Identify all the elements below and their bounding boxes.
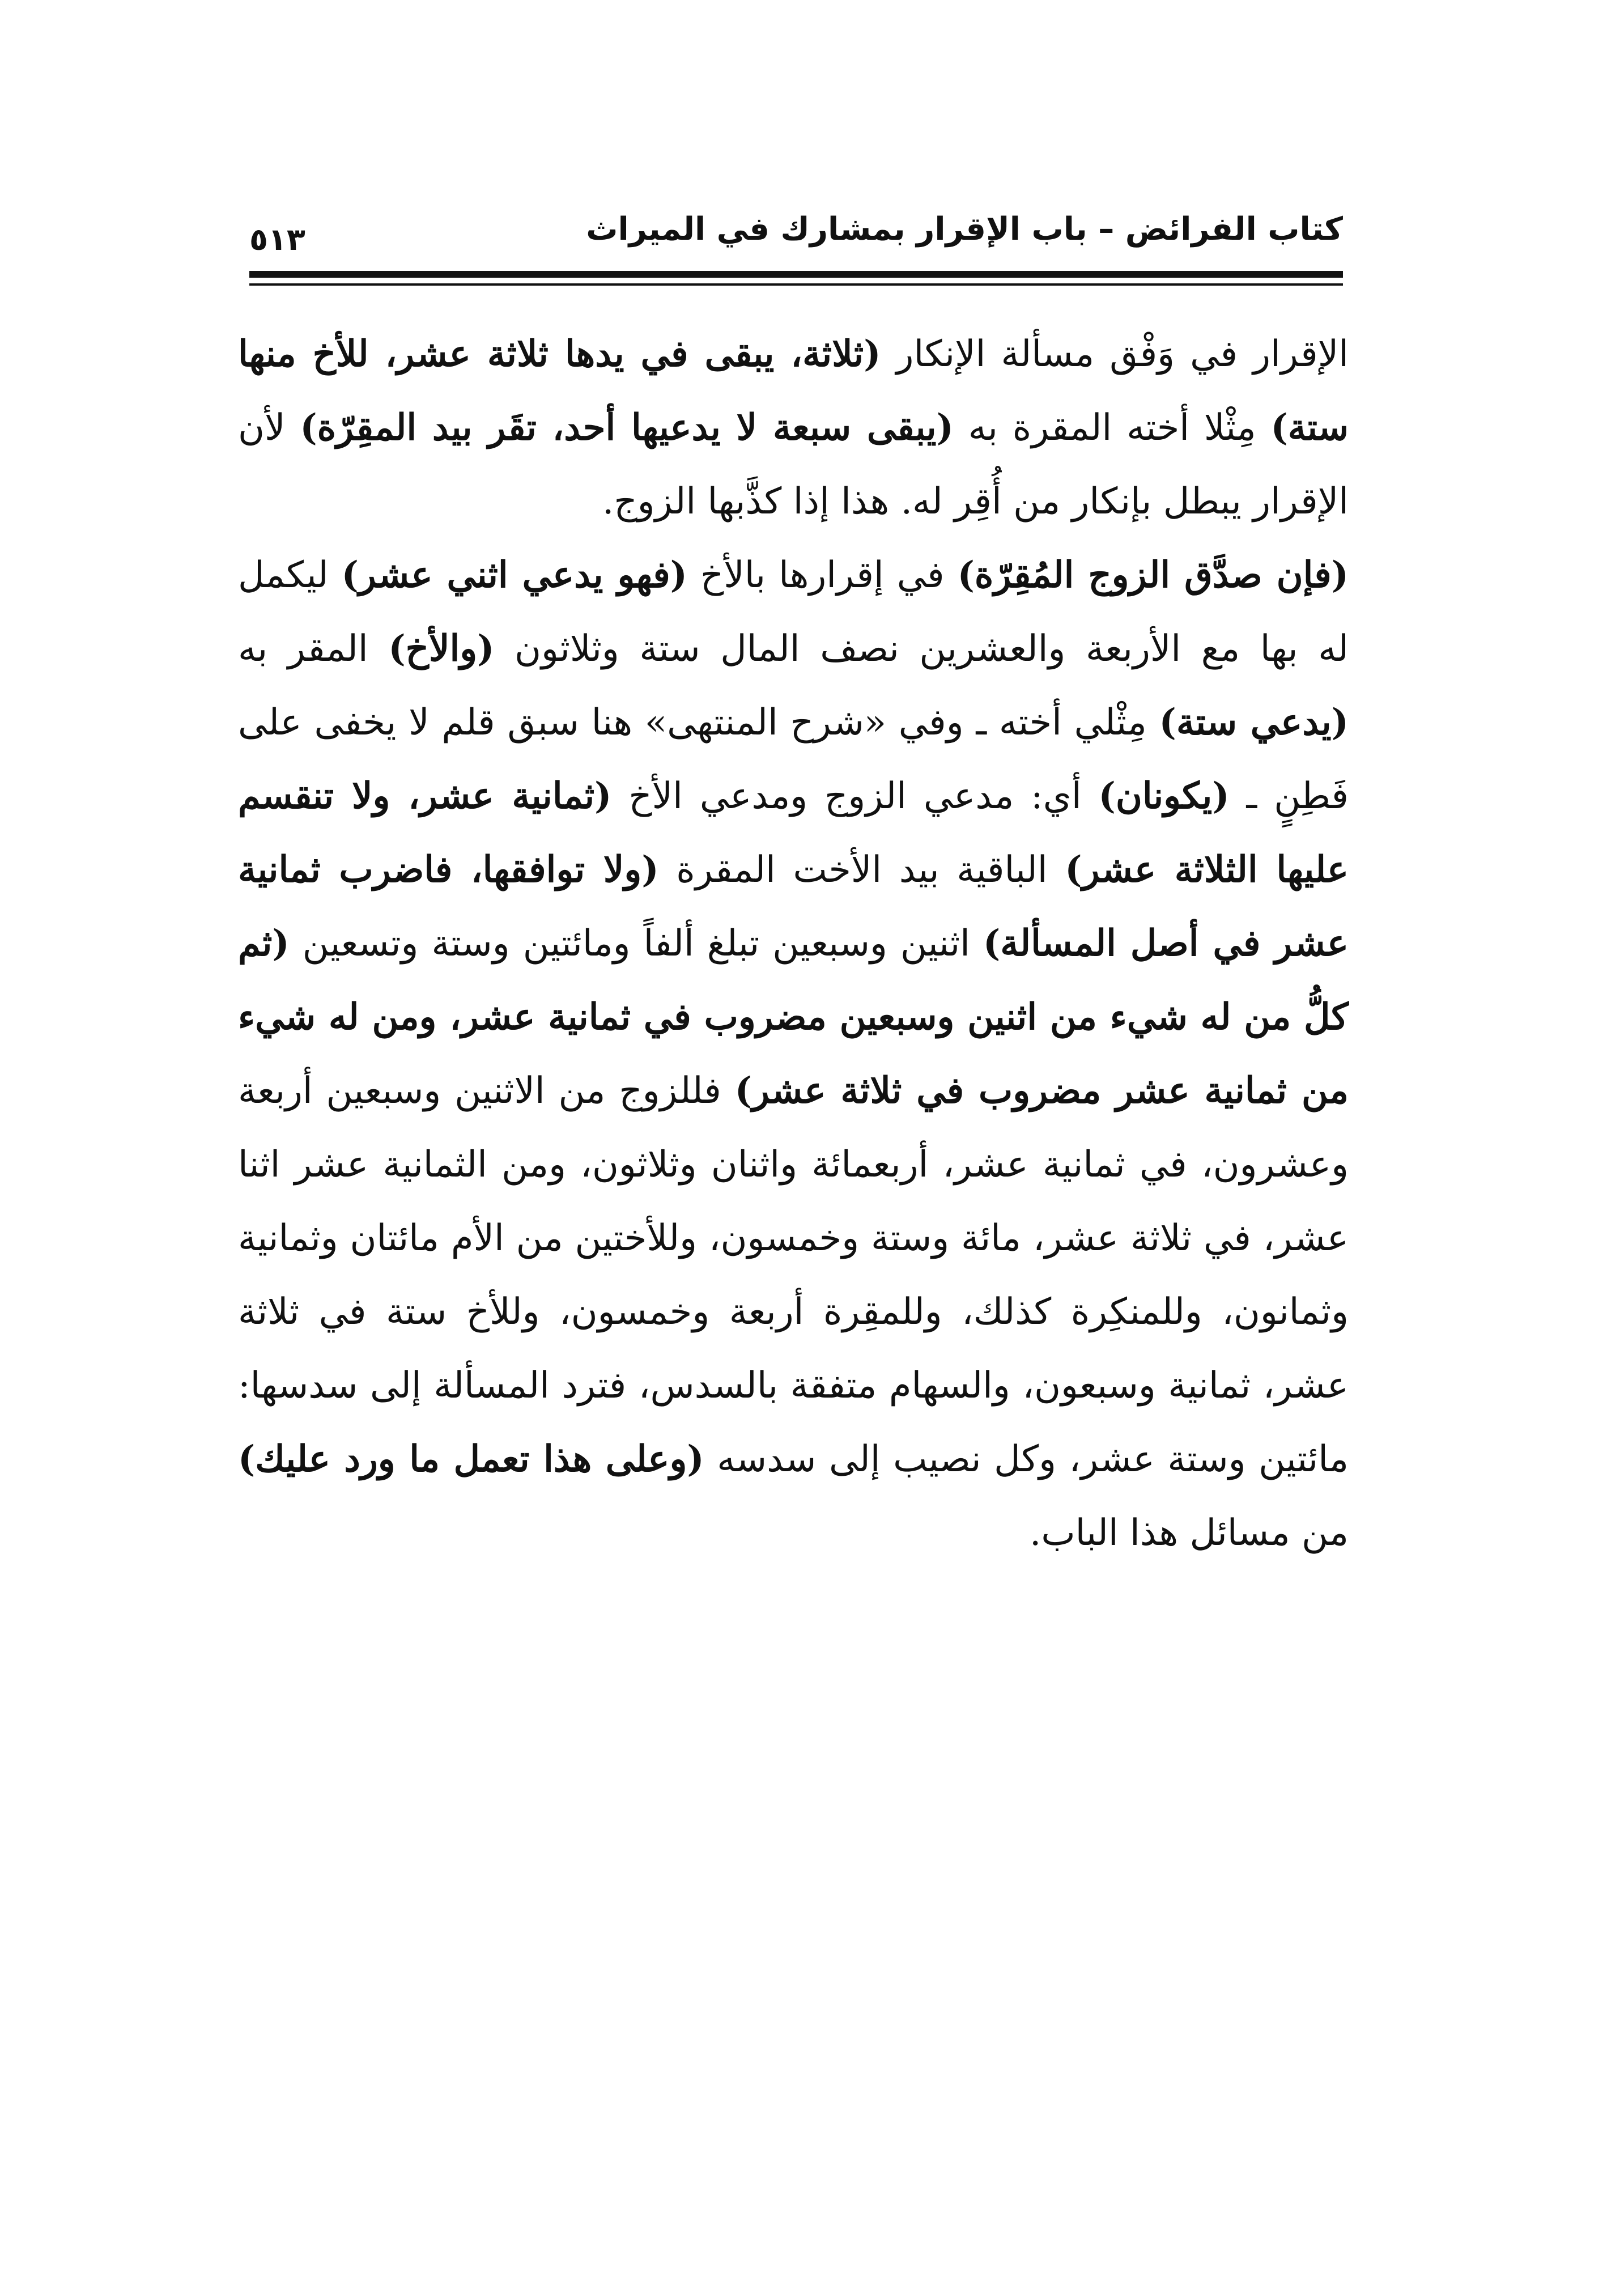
text-run: ليكمل له بها مع الأربعة والعشرين نصف المال ستة وثلاثون — [238, 554, 1349, 670]
bold-run: (ثمانية عشر، ولا تنقسم عليها الثلاثة عشر) — [238, 775, 1349, 891]
text-run: الباقية بيد الأخت المقرة — [658, 849, 1065, 891]
running-title: كتاب الفرائض – باب الإقرار بمشارك في الميراث — [586, 211, 1343, 248]
bold-run: (وعلى هذا تعمل ما ورد عليك) — [238, 1438, 704, 1480]
text-run: اثنين وسبعين تبلغ ألفاً ومائتين وستة وتسعين — [289, 923, 983, 965]
text-run: أي: مدعي الزوج ومدعي الأخ — [611, 775, 1099, 817]
text-run: من مسائل هذا الباب. — [1030, 1512, 1349, 1554]
text-run: مِثْلي أخته ـ وفي «شرح المنتهى» هنا سبق قلم لا يخفى على فَطِنٍ ـ — [238, 702, 1349, 817]
text-run: لأن الإقرار يبطل بإنكار من أُقِر له. هذا إذا كذَّبها الزوج. — [238, 407, 1349, 523]
page-header — [249, 204, 1343, 266]
page-number: ٥١٣ — [249, 222, 305, 257]
text-run: المقر به — [238, 628, 389, 670]
bold-run: (ولا توافقها، فاضرب ثمانية عشر في أصل المسألة) — [238, 848, 1349, 965]
body-text — [238, 317, 1349, 1570]
bold-run: (والأخ) — [388, 627, 495, 670]
paragraph-2 — [238, 538, 1349, 1570]
text-run: الإقرار في وَفْق مسألة الإنكار — [881, 333, 1349, 375]
bold-run: (فهو يدعي اثني عشر) — [341, 554, 687, 596]
text-run: مِثْلا أخته المقرة به — [953, 407, 1271, 449]
bold-run: (يبقى سبعة لا يدعيها أحد، تقَر بيد المقِرّة) — [300, 406, 954, 449]
bold-run: (يدعي ستة) — [1159, 701, 1349, 744]
bold-run: (فإن صدَّق الزوج المُقِرّة) — [957, 554, 1349, 596]
bold-run: (ثم كلُّ من له شيء من اثنين وسبعين مضروب في ثمانية عشر، ومن له شيء من ثمانية عشر مضروب في ثلاثة عشر) — [238, 922, 1349, 1112]
header-rule-thin — [249, 283, 1343, 286]
text-run: في إقرارها بالأخ — [687, 554, 958, 596]
header-rule-thick — [249, 271, 1343, 278]
text-run: فللزوج من الاثنين وسبعين أربعة وعشرون، في ثمانية عشر، أربعمائة واثنان وثلاثون، ومن الثمانية عشر اثنا عشر، في ثلاثة عشر، مائة وستة وخمسون، وللأختين من الأم مائتان وثمانية وثمانون، وللمنكِرة كذلك، وللمقِرة أربعة وخمسون، وللأخ ستة في ثلاثة عشر، ثمانية وسبعون، والسهام متفقة بالسدس، فترد المسألة إلى سدسها: مائتين وستة عشر، وكل نصيب إلى سدسه — [238, 1070, 1349, 1480]
bold-run: (يكونان) — [1098, 775, 1230, 817]
bold-run: (ثلاثة، يبقى في يدها ثلاثة عشر، للأخ منها ستة) — [238, 333, 1349, 449]
paragraph-1 — [238, 317, 1349, 538]
